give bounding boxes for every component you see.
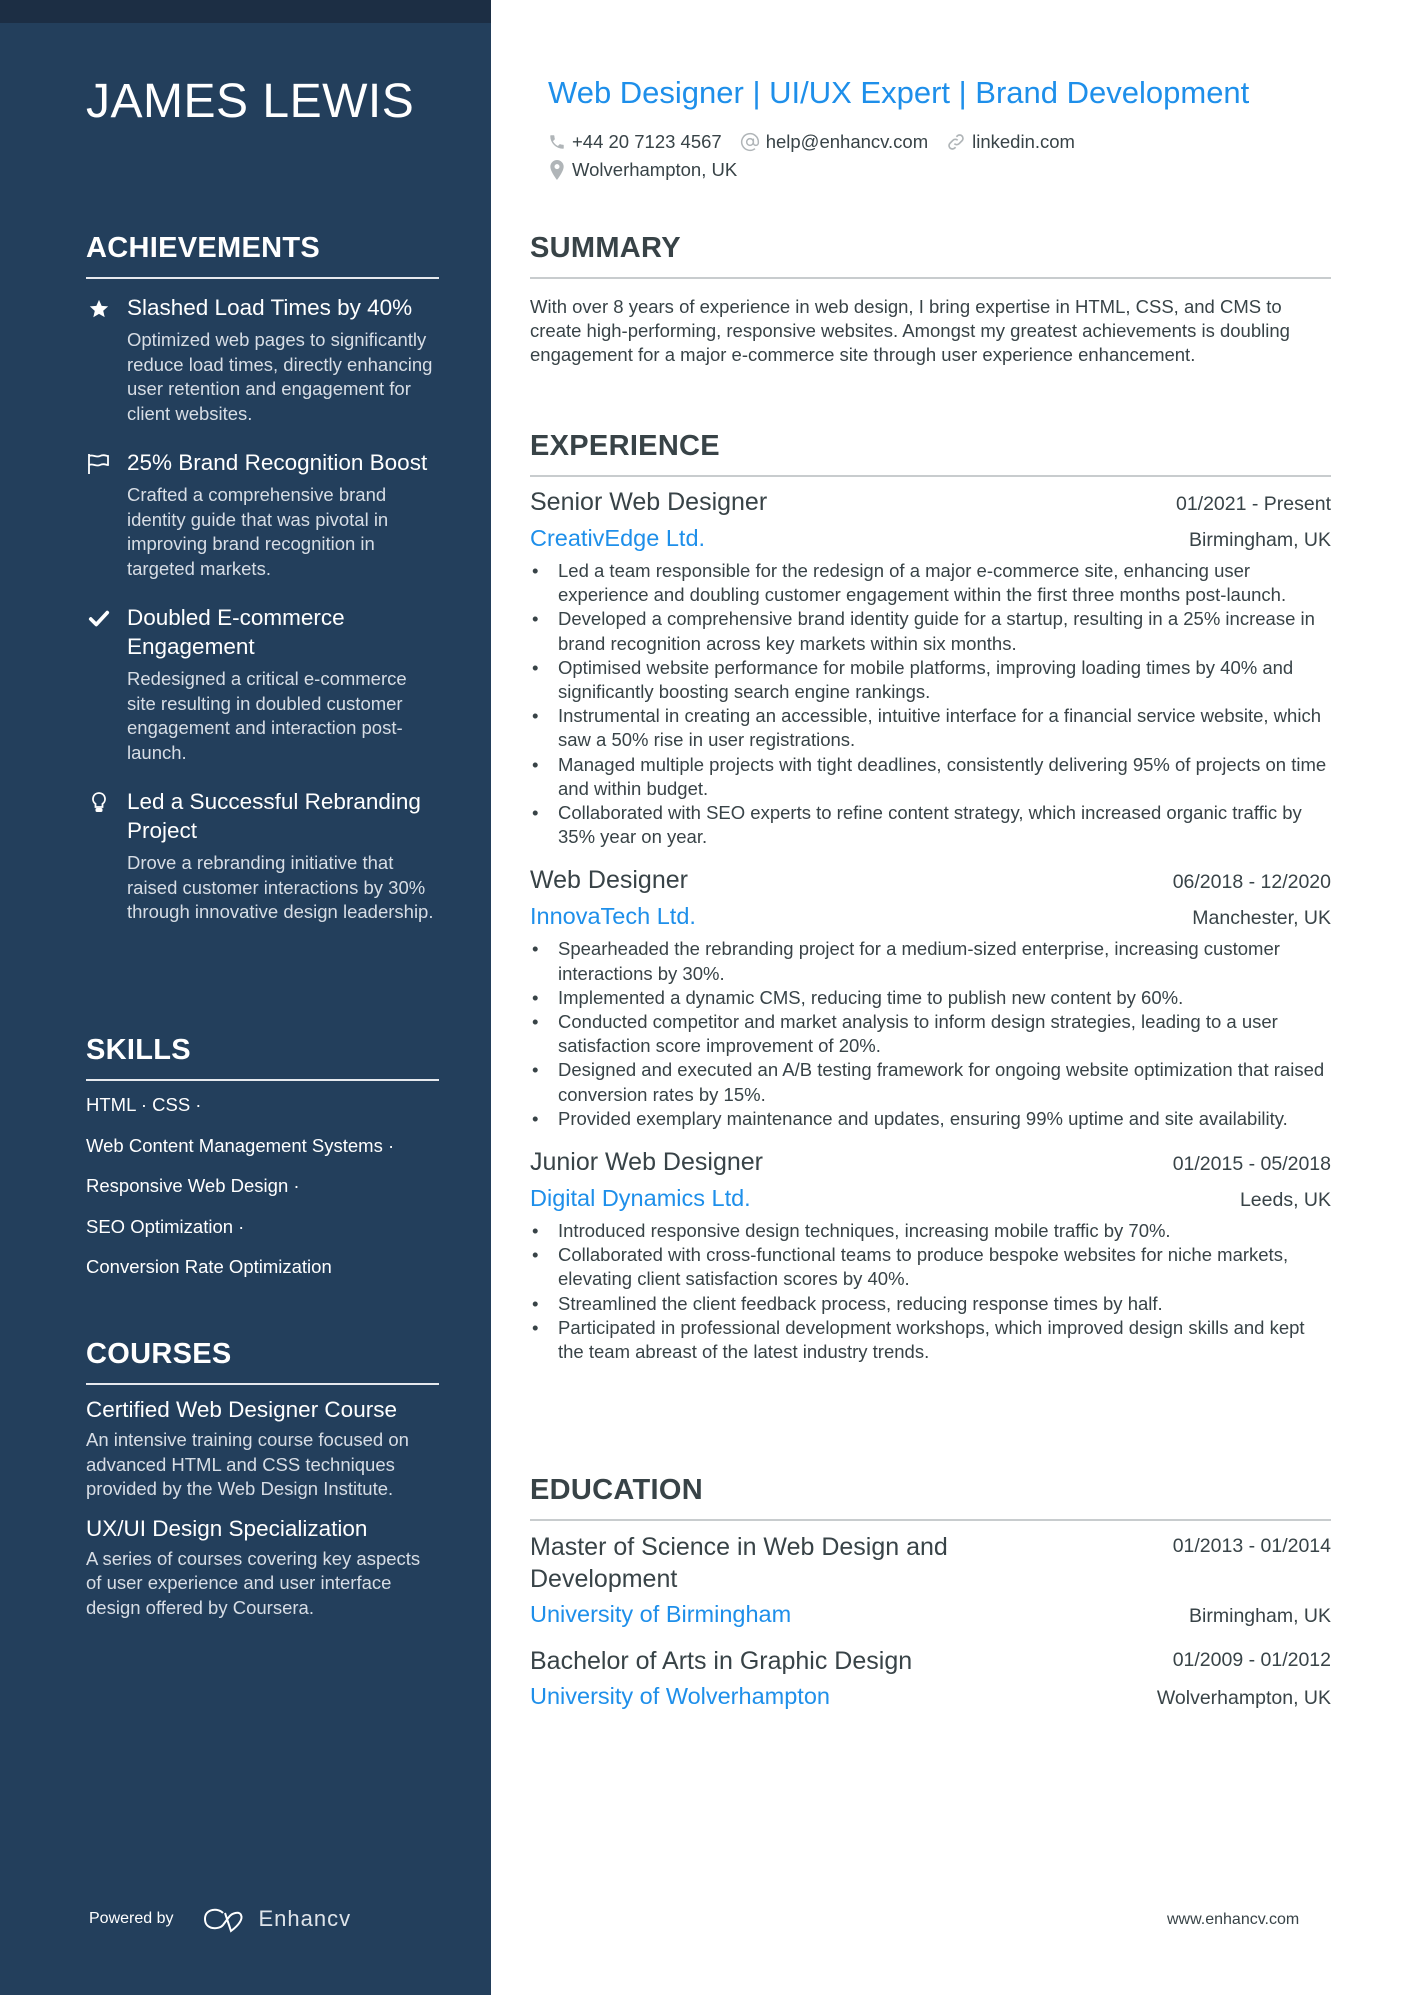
- achievement-title: Slashed Load Times by 40%: [127, 295, 413, 320]
- school-name[interactable]: University of Wolverhampton: [530, 1683, 830, 1709]
- courses-heading: COURSES: [86, 1338, 439, 1385]
- enhancv-brand: Enhancv: [258, 1906, 352, 1931]
- sidebar-top-band: [0, 0, 491, 23]
- job-location: Leeds, UK: [1239, 1189, 1331, 1212]
- job-bullet: • Developed a comprehensive brand identity guide for a startup, resulting in a 25% increase in brand recognition across key markets within six months.: [530, 607, 1331, 655]
- job-entry: [530, 1145, 1331, 1364]
- job-bullets: [530, 559, 1331, 849]
- achievement-desc: Redesigned a critical e-commerce site resulting in doubled customer engagement and interaction post-launch.: [127, 668, 407, 763]
- contact-phone: [548, 131, 722, 153]
- education-entry: [530, 1645, 1331, 1713]
- achievement-title: 25% Brand Recognition Boost: [127, 450, 428, 475]
- achievement-desc: Optimized web pages to significantly reduce load times, directly enhancing user retention and engagement for client websites.: [127, 329, 433, 424]
- education-dates: 01/2013 - 01/2014: [1172, 1535, 1331, 1557]
- achievement-item: [86, 787, 439, 925]
- phone-value: +44 20 7123 4567: [572, 131, 722, 152]
- contact-email[interactable]: [740, 131, 928, 153]
- education-location: Wolverhampton, UK: [1156, 1687, 1331, 1709]
- job-bullet: • Collaborated with SEO experts to refine content strategy, which increased organic traffic by 35% year on year.: [530, 801, 1331, 849]
- link-icon: [946, 132, 966, 152]
- course-title: Certified Web Designer Course: [86, 1397, 397, 1422]
- summary-text: With over 8 years of experience in web design, I bring expertise in HTML, CSS, and CMS to create high-performing, responsive websites. Amongst my greatest achievements is doubling engagement for a major e-commerce site through user experience enhancement.: [530, 296, 1290, 366]
- experience-section: [530, 430, 1331, 1364]
- job-title: Senior Web Designer: [530, 488, 768, 516]
- job-bullet: • Conducted competitor and market analysis to inform design strategies, leading to a user satisfaction score improvement of 20%.: [530, 1010, 1331, 1058]
- skills-section: [86, 1034, 439, 1279]
- company-name[interactable]: Digital Dynamics Ltd.: [530, 1185, 751, 1212]
- contact-info: [548, 128, 1093, 184]
- education-section: [530, 1474, 1331, 1713]
- job-bullet: • Led a team responsible for the redesign of a major e-commerce site, enhancing user experience and doubling customer engagement within the first three months post-launch.: [530, 559, 1331, 607]
- job-entry: [530, 863, 1331, 1131]
- education-entry: [530, 1531, 1331, 1631]
- headline: Web Designer | UI/UX Expert | Brand Development: [548, 75, 1250, 110]
- contact-location: [548, 159, 737, 181]
- email-value: help@enhancv.com: [765, 131, 929, 152]
- job-bullets: [530, 1219, 1331, 1364]
- experience-heading: EXPERIENCE: [530, 430, 1331, 477]
- enhancv-logo-icon: [201, 1905, 249, 1933]
- candidate-name: JAMES LEWIS: [86, 75, 415, 128]
- skill-item: SEO Optimization ·: [86, 1215, 245, 1237]
- course-item: [86, 1395, 439, 1502]
- job-dates: 06/2018 - 12/2020: [1172, 871, 1331, 894]
- check-icon: [86, 606, 112, 632]
- education-heading: EDUCATION: [530, 1474, 1331, 1521]
- enhancv-logo[interactable]: [201, 1905, 352, 1933]
- job-dates: 01/2015 - 05/2018: [1172, 1153, 1331, 1176]
- job-bullet: • Implemented a dynamic CMS, reducing time to publish new content by 60%.: [530, 986, 1331, 1010]
- company-name[interactable]: InnovaTech Ltd.: [530, 903, 696, 930]
- degree-title: Bachelor of Arts in Graphic Design: [530, 1647, 913, 1675]
- summary-heading: SUMMARY: [530, 232, 1331, 279]
- at-icon: [740, 132, 760, 152]
- flag-icon: [86, 451, 112, 477]
- degree-title: Master of Science in Web Design and Development: [530, 1533, 948, 1593]
- job-bullet: • Introduced responsive design techniques, increasing mobile traffic by 70%.: [530, 1219, 1331, 1243]
- location-value: Wolverhampton, UK: [572, 159, 738, 180]
- skill-item: HTML · CSS ·: [86, 1094, 202, 1115]
- job-bullet: • Collaborated with cross-functional teams to produce bespoke websites for niche markets, elevating client satisfaction scores by 40%.: [530, 1243, 1331, 1291]
- phone-icon: [548, 133, 566, 151]
- course-item: [86, 1514, 439, 1621]
- courses-section: [86, 1338, 439, 1620]
- link-value: linkedin.com: [972, 131, 1075, 152]
- course-desc: A series of courses covering key aspects of user experience and user interface design offered by Coursera.: [86, 1547, 421, 1618]
- job-bullet: • Streamlined the client feedback process, reducing response times by half.: [530, 1292, 1331, 1316]
- achievement-item: [86, 448, 439, 581]
- job-entry: [530, 485, 1331, 849]
- job-bullet: • Designed and executed an A/B testing framework for ongoing website optimization that raised conversion rates by 15%.: [530, 1058, 1331, 1106]
- job-bullet: • Participated in professional development workshops, which improved design skills and kept the team abreast of the latest industry trends.: [530, 1316, 1331, 1364]
- education-location: Birmingham, UK: [1189, 1605, 1331, 1627]
- powered-by: [89, 1905, 351, 1933]
- job-title: Web Designer: [530, 866, 688, 895]
- job-location: Manchester, UK: [1192, 907, 1331, 930]
- course-desc: An intensive training course focused on advanced HTML and CSS techniques provided by the Web Design Institute.: [86, 1429, 409, 1499]
- job-bullet: • Instrumental in creating an accessible, intuitive interface for a financial service website, which saw a 50% rise in user registrations.: [530, 704, 1331, 752]
- job-bullet: • Spearheaded the rebranding project for a medium-sized enterprise, increasing customer interactions by 30%.: [530, 937, 1331, 985]
- achievement-title: Doubled E-commerce Engagement: [127, 605, 345, 659]
- skill-item: Conversion Rate Optimization: [86, 1256, 332, 1277]
- achievements-heading: ACHIEVEMENTS: [86, 232, 439, 279]
- achievement-title: Led a Successful Rebranding Project: [127, 789, 421, 843]
- achievement-desc: Drove a rebranding initiative that raised customer interactions by 30% through innovative design leadership.: [127, 852, 434, 922]
- education-dates: 01/2009 - 01/2012: [1172, 1649, 1331, 1671]
- skill-item: Web Content Management Systems ·: [86, 1134, 395, 1156]
- job-dates: 01/2021 - Present: [1175, 493, 1331, 515]
- powered-by-label: Powered by: [89, 1910, 174, 1927]
- course-title: UX/UI Design Specialization: [86, 1515, 368, 1541]
- lightbulb-icon: [86, 790, 112, 816]
- star-icon: [86, 296, 112, 322]
- job-bullet: • Managed multiple projects with tight deadlines, consistently delivering 95% of projects on time and within budget.: [530, 753, 1331, 801]
- achievements-section: [86, 232, 439, 925]
- achievement-desc: Crafted a comprehensive brand identity guide that was pivotal in improving brand recognition in targeted markets.: [127, 484, 389, 579]
- contact-link[interactable]: [946, 131, 1075, 153]
- achievement-item: [86, 603, 439, 765]
- achievement-item: [86, 293, 439, 426]
- location-pin-icon: [548, 160, 566, 180]
- job-location: Birmingham, UK: [1189, 529, 1331, 551]
- summary-section: [530, 232, 1331, 368]
- job-bullet: • Provided exemplary maintenance and updates, ensuring 99% uptime and site availability.: [530, 1107, 1331, 1131]
- job-bullets: [530, 937, 1331, 1131]
- skills-heading: SKILLS: [86, 1034, 439, 1081]
- footer-url[interactable]: www.enhancv.com: [1167, 1911, 1300, 1928]
- company-name[interactable]: CreativEdge Ltd.: [530, 525, 706, 551]
- job-title: Junior Web Designer: [530, 1148, 763, 1177]
- school-name[interactable]: University of Birmingham: [530, 1601, 792, 1627]
- sidebar: [0, 0, 491, 1995]
- skill-item: Responsive Web Design ·: [86, 1175, 300, 1196]
- job-bullet: • Optimised website performance for mobile platforms, improving loading times by 40% and significantly boosting search engine rankings.: [530, 656, 1331, 704]
